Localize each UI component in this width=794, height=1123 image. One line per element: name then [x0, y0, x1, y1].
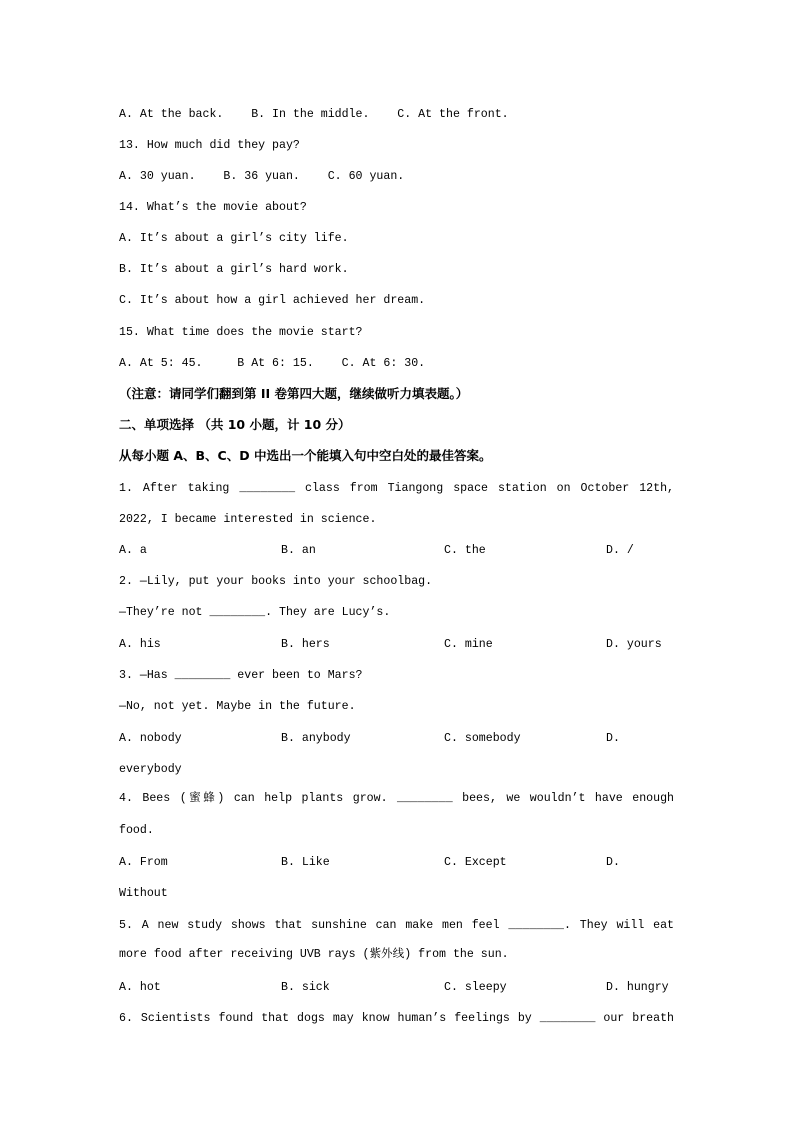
answer-options — [119, 855, 679, 871]
text-line: B. It’s about a girl’s hard work. — [119, 263, 349, 276]
text-line: 6. Scientists found that dogs may know human’s feelings by ________ our breath — [119, 1012, 674, 1025]
answer-option: D. / — [606, 544, 634, 557]
answer-option: B. sick — [281, 981, 330, 994]
text-line: 3. —Has ________ ever been to Mars? — [119, 669, 363, 682]
answer-option: D. — [606, 732, 620, 745]
text-line: 1. After taking ________ class from Tiangong space station on October 12th, — [119, 482, 674, 495]
text-line: A. At 5: 45. B At 6: 15. C. At 6: 30. — [119, 357, 426, 370]
answer-option: D. hungry — [606, 981, 669, 994]
text-line: —They’re not ________. They are Lucy’s. — [119, 606, 391, 619]
text-line: 2. —Lily, put your books into your schoolbag. — [119, 575, 433, 588]
text-line: Without — [119, 887, 168, 900]
text-line: A. At the back. B. In the middle. C. At the front. — [119, 108, 509, 121]
text-line: —No, not yet. Maybe in the future. — [119, 700, 356, 713]
text-line: 4. Bees (蜜蜂) can help plants grow. ________ bees, we wouldn’t have enough — [119, 792, 674, 805]
text-line: 15. What time does the movie start? — [119, 326, 363, 339]
text-line: C. It’s about how a girl achieved her dream. — [119, 294, 426, 307]
text-line: A. 30 yuan. B. 36 yuan. C. 60 yuan. — [119, 170, 405, 183]
text-line: 2022, I became interested in science. — [119, 513, 377, 526]
answer-option: B. an — [281, 544, 316, 557]
answer-options — [119, 637, 679, 653]
text-line: 5. A new study shows that sunshine can make men feel ________. They will eat — [119, 919, 674, 932]
section-heading: （注意：请同学们翻到第 II 卷第四大题，继续做听力填表题。） — [119, 386, 469, 401]
answer-options — [119, 980, 679, 996]
text-line: more food after receiving UVB rays (紫外线) from the sun. — [119, 948, 509, 961]
answer-option: C. Except — [444, 856, 507, 869]
answer-option: D. yours — [606, 638, 662, 651]
answer-option: B. anybody — [281, 732, 351, 745]
answer-option: A. nobody — [119, 732, 182, 745]
answer-options — [119, 543, 679, 559]
text-line: 14. What’s the movie about? — [119, 201, 307, 214]
answer-options — [119, 731, 679, 747]
text-line: food. — [119, 824, 154, 837]
answer-option: B. Like — [281, 856, 330, 869]
answer-option: C. somebody — [444, 732, 521, 745]
section-heading: 二、单项选择 （共 10 小题，计 10 分） — [119, 417, 351, 432]
text-line: everybody — [119, 763, 182, 776]
answer-option: C. the — [444, 544, 486, 557]
answer-option: A. a — [119, 544, 147, 557]
answer-option: A. hot — [119, 981, 161, 994]
answer-option: A. his — [119, 638, 161, 651]
answer-option: A. From — [119, 856, 168, 869]
answer-option: C. sleepy — [444, 981, 507, 994]
text-line: 13. How much did they pay? — [119, 139, 300, 152]
text-line: A. It’s about a girl’s city life. — [119, 232, 349, 245]
answer-option: C. mine — [444, 638, 493, 651]
answer-option: D. — [606, 856, 620, 869]
section-heading: 从每小题 A、B、C、D 中选出一个能填入句中空白处的最佳答案。 — [119, 448, 492, 463]
answer-option: B. hers — [281, 638, 330, 651]
